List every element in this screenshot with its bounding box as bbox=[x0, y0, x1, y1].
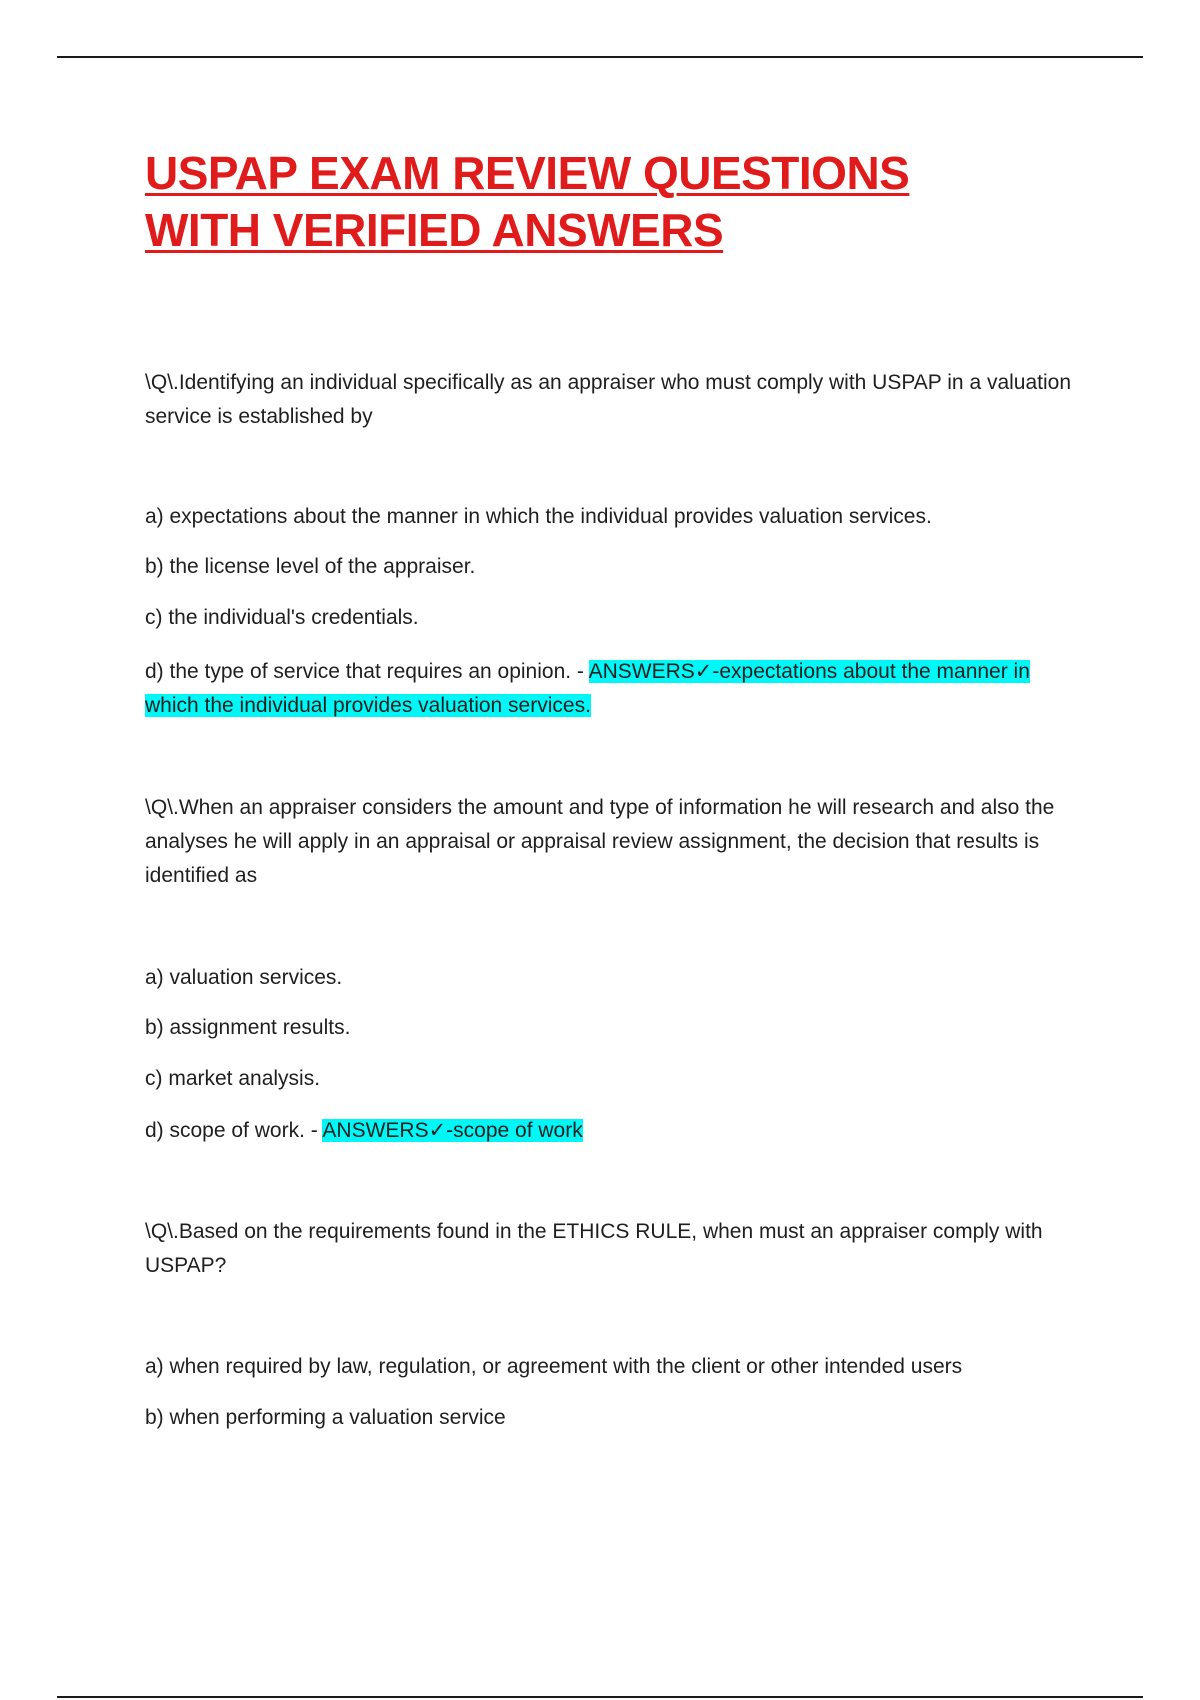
question-block-3 bbox=[145, 1215, 1085, 1283]
title-line-2: WITH VERIFIED ANSWERS bbox=[145, 204, 724, 256]
option-c: c) the individual's credentials. bbox=[145, 606, 419, 629]
option-a: a) expectations about the manner in which the individual provides valuation services. bbox=[145, 505, 932, 528]
bottom-rule bbox=[57, 1696, 1143, 1698]
option-b: b) assignment results. bbox=[145, 1016, 351, 1039]
option-b: b) when performing a valuation service bbox=[145, 1406, 506, 1429]
option-d: d) the type of service that requires an opinion. - bbox=[145, 660, 589, 683]
document-title bbox=[145, 145, 1045, 259]
question-block-2 bbox=[145, 791, 1085, 893]
option-c: c) market analysis. bbox=[145, 1067, 321, 1090]
answer-highlight: ANSWERS✓-scope of work bbox=[322, 1119, 583, 1142]
answer-highlight: ANSWERS✓-expectations about the manner in which the individual provides valuation services. bbox=[145, 660, 1030, 717]
title-line-1: USPAP EXAM REVIEW QUESTIONS bbox=[145, 147, 910, 199]
question-text: \Q\.Identifying an individual specifically as an appraiser who must comply with USPAP in a valuation service is established by bbox=[145, 371, 1072, 428]
option-d-with-answer bbox=[145, 1114, 1085, 1148]
question-block-1 bbox=[145, 366, 1085, 434]
option-a: a) valuation services. bbox=[145, 966, 343, 989]
option-d-with-answer bbox=[145, 655, 1085, 723]
question-text: \Q\.When an appraiser considers the amount and type of information he will research and also the analyses he will apply in an appraisal or appraisal review assignment, the decision that results is identified as bbox=[145, 796, 1055, 887]
question-text: \Q\.Based on the requirements found in the ETHICS RULE, when must an appraiser comply with USPAP? bbox=[145, 1220, 1043, 1277]
top-rule bbox=[57, 56, 1143, 58]
option-d: d) scope of work. - bbox=[145, 1119, 323, 1142]
option-b: b) the license level of the appraiser. bbox=[145, 555, 476, 578]
option-a: a) when required by law, regulation, or agreement with the client or other intended users bbox=[145, 1355, 963, 1378]
